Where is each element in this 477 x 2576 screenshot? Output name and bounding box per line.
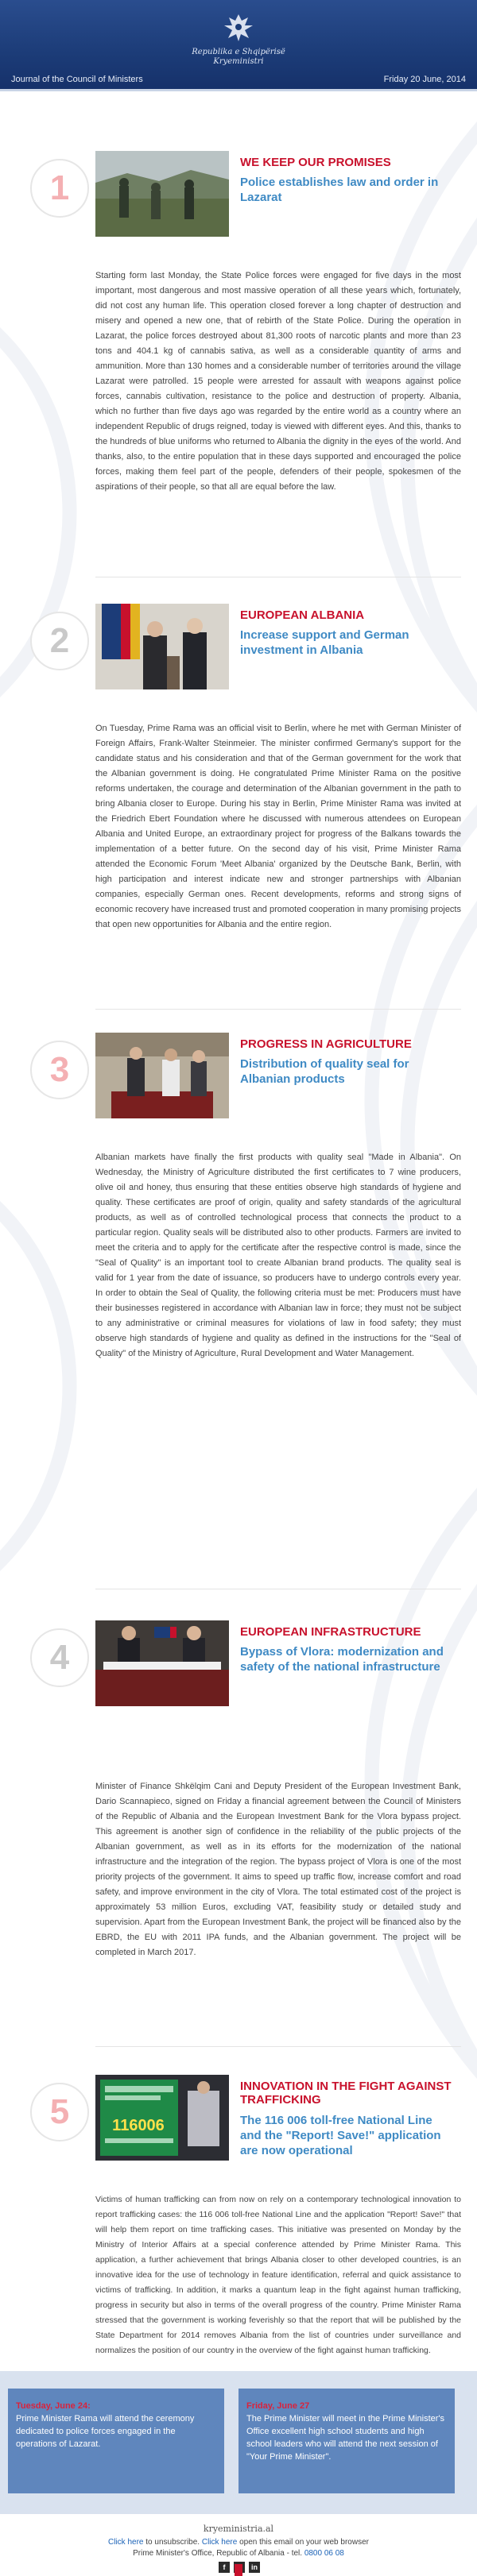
- agenda-day: Friday, June 27: [246, 2401, 310, 2411]
- agenda-text: Prime Minister Rama will attend the ceremony dedicated to police forces engaged in the operations of Lazarat.: [16, 2414, 195, 2449]
- anti-trafficking-poster-photo: [95, 2075, 229, 2161]
- article-separator: [95, 1009, 461, 1010]
- article-number: 4: [30, 1628, 89, 1687]
- agenda-section: [0, 2371, 477, 2514]
- republic-title: [0, 48, 477, 67]
- header: [0, 0, 477, 89]
- issue-date: Friday 20 June, 2014: [383, 75, 466, 84]
- linkedin-icon[interactable]: in: [249, 2562, 260, 2573]
- phone-number[interactable]: 0800 06 08: [304, 2549, 344, 2558]
- article-photo: [95, 1033, 229, 1118]
- article-photo: [95, 2075, 229, 2161]
- journal-title: Journal of the Council of Ministers: [11, 75, 143, 84]
- article-number: 1: [30, 159, 89, 218]
- facebook-icon[interactable]: f: [219, 2562, 230, 2573]
- republic-line-2: Kryeministri: [213, 57, 264, 66]
- article-kicker: INNOVATION IN THE FIGHT AGAINST TRAFFICKING: [240, 2080, 452, 2107]
- agenda-text: The Prime Minister will meet in the Prime Minister's Office excellent high school students and high school leaders who will attend the next session of "Your Prime Minister".: [246, 2414, 445, 2462]
- agenda-box-tuesday: [8, 2389, 224, 2493]
- article-number: 5: [30, 2083, 89, 2142]
- agenda-content: [16, 2400, 216, 2450]
- website-link[interactable]: kryeministria.al: [203, 2524, 274, 2534]
- article-body: Albanian markets have finally the first products with quality seal "Made in Albania". On Wednesday, the Ministry of Agriculture distributed the first certificates to 7 wine producers, olive oil and honey, thus ensuring that these entities observe high standards of hygiene and quality. These certificates are proof of origin, quality and safety standards of the agricultural products, as well as of controlled technological process that connects the product to a particular region. Quality seals will be distributed also to other products. Farmers are invited to meet the criteria and to apply for the certificate after the respective control is made, since the "Seal of Quality" is an important tool to create Albanian brand products. The quality seal is valid for 1 year from the date of issuance, so producers have to undergo controls every year. In order to obtain the Seal of Quality, the following criteria must be met: Producers must have their businesses registered in accordance with Albanian law in force; they must not be subject to any administrative or criminal measures for violations of law in food safety; they must observe high standards of hygiene and quality as defined in the instructions for the "Seal of Quality" of the Ministry of Agriculture, Rural Development and Water Management.: [95, 1153, 461, 1358]
- article-body: Victims of human trafficking can from now on rely on a contemporary technological innovation to report trafficking cases: the 116 006 toll-free National Line and the application "Report! Save!" that will help them report on time trafficking cases. This initiative was presented on Monday by the Ministry of Interior Affairs at a special conference attended by Prime Minister Rama. This application, a further achievement that brings Albania closer to other developed countries, is an innovative idea for the use of technology in feature identification, referral and quick assistance to victims of trafficking. In addition, it marks a quantum leap in the fight against human trafficking, progress in security but also in terms of the overall progress of the country. Prime Minister Rama stressed that the government is working feverishly so that the report that will be published by the State Department for 2014 removes Albania from the list of countries under surveillance and normalizes the position of our country in the overview of the fight against human trafficking.: [95, 2195, 461, 2355]
- article-photo: [95, 604, 229, 689]
- unsubscribe-line: [0, 2538, 477, 2547]
- article-kicker: WE KEEP OUR PROMISES: [240, 156, 391, 169]
- article-kicker: EUROPEAN INFRASTRUCTURE: [240, 1625, 421, 1639]
- office-text: Prime Minister's Office, Republic of Albania - tel.: [133, 2549, 304, 2558]
- agriculture-ceremony-photo: [95, 1033, 229, 1118]
- article-photo: [95, 151, 229, 237]
- agenda-box-friday: [238, 2389, 455, 2493]
- browser-link[interactable]: Click here: [201, 2538, 238, 2547]
- article-subtitle: The 116 006 toll-free National Line and the "Report! Save!" application are now operational: [240, 2114, 441, 2157]
- article-body: Minister of Finance Shkëlqim Cani and Deputy President of the European Investment Bank, Dario Scannapieco, signed on Friday a financial agreement between the Council of Ministers of the Republic of Albania and the European Investment Bank for the Vlora bypass project. This agreement is another sign of confidence in the reliability of the public projects of the Albanian government, as well as in its efforts for the modernization of the national infrastructure and the integration of the region. The bypass project of Vlora is one of the most priority projects of the government. It aims to speed up traffic flow, increase comfort and road safety, and improve environment in the city of Vlora. The total estimated cost of the project is approximately 53 million Euros, excluding VAT, feasibility study or detailed study and supervision. Apart from the European Investment Bank, the project will be financed also by the EBRD, the EU with 2011 IPA funds, and the Albanian government. The project will be completed in March 2017.: [95, 1782, 461, 1957]
- agreement-signing-photo: [95, 1620, 229, 1706]
- article-number: 2: [30, 612, 89, 670]
- article-subtitle: Bypass of Vlora: modernization and safety of the national infrastructure: [240, 1645, 444, 1674]
- police-operation-photo: [95, 151, 229, 237]
- poster-number: 116006: [112, 2117, 165, 2134]
- browser-text: open this email on your web browser: [237, 2538, 369, 2547]
- berlin-meeting-photo: [95, 604, 229, 689]
- article-subtitle: Increase support and German investment in Albania: [240, 628, 409, 657]
- office-line: [0, 2549, 477, 2558]
- eagle-emblem-icon: [220, 10, 257, 46]
- article-number: 3: [30, 1041, 89, 1099]
- unsubscribe-link[interactable]: Click here: [108, 2538, 144, 2547]
- flag-bar: [235, 2564, 242, 2576]
- article-separator: [95, 2046, 461, 2047]
- article-kicker: PROGRESS IN AGRICULTURE: [240, 1037, 412, 1051]
- article-kicker: EUROPEAN ALBANIA: [240, 608, 365, 622]
- article-subtitle: Distribution of quality seal for Albanian products: [240, 1057, 409, 1086]
- article-body: On Tuesday, Prime Rama was an official visit to Berlin, where he met with German Minister of Foreign Affairs, Frank-Walter Steinmeier. The minister confirmed Germany's support for the candidate status and his consideration and that of the German government for the work that the Albanian government is doing. He congratulated Prime Minister Rama on the positive reforms undertaken, the courage and determination of the Albanian government in the path to bring Albania closer to Europe. During his stay in Berlin, Prime Minister Rama was invited at the Friedrich Ebert Foundation where he discussed with numerous attendees on European Albania and United Europe, an extraordinary project for progress of the Balkans towards the implementation of a better future. On the second day of his visit, Prime Minister Rama attended the Economic Forum 'Meet Albania' organized by the Deutsche Bank, Berlin, with high participation and interest indicate new and stronger partnerships with Albanian companies, especially German ones. Recent developments, reforms and strong signs of economic recovery have increased trust and promoted cooperation in many promising projects that open new opportunities for Albania and the entire region.: [95, 724, 461, 929]
- article-subtitle: Police establishes law and order in Lazarat: [240, 176, 439, 204]
- republic-line-1: Republika e Shqipërisë: [192, 48, 285, 56]
- unsubscribe-text: to unsubscribe.: [143, 2538, 202, 2547]
- agenda-content: [246, 2400, 447, 2463]
- article-photo: [95, 1620, 229, 1706]
- agenda-day: Tuesday, June 24:: [16, 2401, 91, 2411]
- article-body: Starting form last Monday, the State Police forces were engaged for five days in the most important, most dangerous and most massive operation of all these years which, fortunately, did not cost any human life. This operation closed forever a long chapter of destruction and misery and opened a new one, that of rebirth of the State Police. During the operation in Lazarat, the police forces destroyed about 81,300 roots of narcotic plants and more than 23 tons and 404.1 kg of cannabis sativa, as well as a considerable quantity of arms and ammunition. More than 130 homes and a considerable number of territories around the village Lazarat were patrolled. 15 people were arrested for assault with weapons against police forces, cannabis cultivation, resistance to the police and destruction of property. Albania, which no further than five days ago was regarded by the entire world as a country where an independent Republic of drugs reigned, today is viewed with different eyes. And this, thanks to the hundreds of blue uniforms who returned to Albania the dignity in the eyes of the world. And thanks, also, to the entire population that in these days supported and encouraged the police forces, making them feel part of the people, defenders of their people, spokesmen of the aspirations of their people, so that all are equal before the law.: [95, 271, 461, 492]
